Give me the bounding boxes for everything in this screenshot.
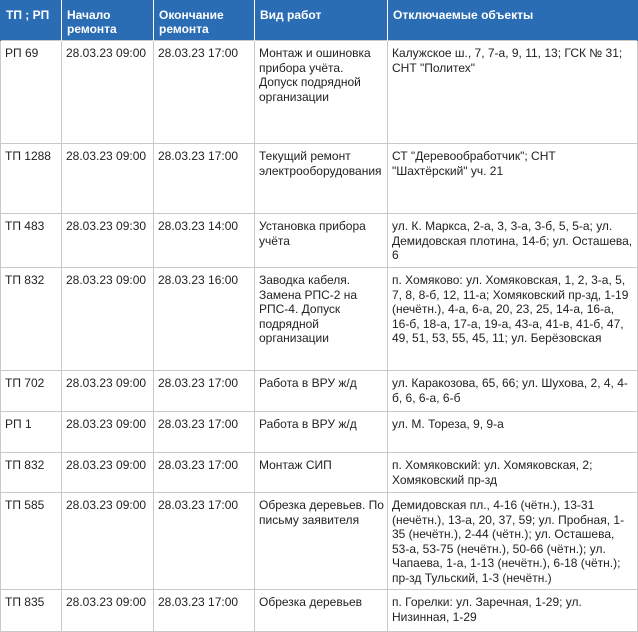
cell-start: 28.03.23 09:00 [62, 412, 154, 453]
cell-start: 28.03.23 09:00 [62, 590, 154, 632]
cell-tp: ТП 1288 [1, 144, 62, 214]
cell-end: 28.03.23 16:00 [154, 268, 255, 371]
cell-work: Монтаж и ошиновка прибора учёта. Допуск подрядной организации [255, 41, 388, 144]
cell-tp: РП 69 [1, 41, 62, 144]
header-tp: ТП ; РП [1, 0, 62, 41]
table-row [1, 412, 638, 453]
cell-tp: ТП 835 [1, 590, 62, 632]
cell-objects: п. Хомяково: ул. Хомяковская, 1, 2, 3-а, 5, 7, 8, 8-б, 12, 11-а; Хомяковский пр-зд, 1-19 (нечётн.), 4-а, 6-а, 20, 23, 25, 14-а, 16-а, 16-б, 18-а, 17-а, 19-а, 43-а, 41-в, 41-б, 47, 49, 51, 53, 55, 45, 11; ул. Берёзовская [388, 268, 638, 371]
cell-start: 28.03.23 09:30 [62, 214, 154, 268]
cell-tp: ТП 483 [1, 214, 62, 268]
table-row [1, 214, 638, 268]
table-header [1, 0, 638, 41]
cell-end: 28.03.23 17:00 [154, 371, 255, 412]
cell-work: Работа в ВРУ ж/д [255, 412, 388, 453]
table-row [1, 371, 638, 412]
header-row [1, 0, 638, 41]
cell-objects: п. Хомяковский: ул. Хомяковская, 2; Хомяковский пр-зд [388, 453, 638, 493]
cell-work: Текущий ремонт электрооборудования [255, 144, 388, 214]
cell-end: 28.03.23 17:00 [154, 412, 255, 453]
table-row [1, 268, 638, 371]
cell-end: 28.03.23 17:00 [154, 590, 255, 632]
table-row [1, 590, 638, 632]
header-start: Начало ремонта [62, 0, 154, 41]
cell-work: Обрезка деревьев. По письму заявителя [255, 493, 388, 590]
cell-objects: Демидовская пл., 4-16 (чётн.), 13-31 (нечётн.), 13-а, 20, 37, 59; ул. Пробная, 1-35 (нечётн.), 2-44 (чётн.); ул. Осташева, 53-а, 53-75 (нечётн.), 50-66 (чётн.); ул. Чапаева, 1-а, 1-13 (нечётн.), 6-18 (чётн.); пр-зд Тульский, 1-3 (нечётн.) [388, 493, 638, 590]
header-end: Окончание ремонта [154, 0, 255, 41]
cell-objects: Калужское ш., 7, 7-а, 9, 11, 13; ГСК № 31; СНТ "Политех" [388, 41, 638, 144]
cell-objects: СТ "Деревообработчик"; СНТ "Шахтёрский" уч. 21 [388, 144, 638, 214]
cell-end: 28.03.23 17:00 [154, 453, 255, 493]
cell-work: Установка прибора учёта [255, 214, 388, 268]
cell-objects: ул. М. Тореза, 9, 9-а [388, 412, 638, 453]
cell-end: 28.03.23 17:00 [154, 41, 255, 144]
cell-tp: ТП 702 [1, 371, 62, 412]
cell-tp: ТП 585 [1, 493, 62, 590]
cell-end: 28.03.23 17:00 [154, 493, 255, 590]
cell-objects: п. Горелки: ул. Заречная, 1-29; ул. Низинная, 1-29 [388, 590, 638, 632]
cell-work: Обрезка деревьев [255, 590, 388, 632]
header-objects: Отключаемые объекты [388, 0, 638, 41]
cell-tp: РП 1 [1, 412, 62, 453]
cell-start: 28.03.23 09:00 [62, 41, 154, 144]
cell-work: Работа в ВРУ ж/д [255, 371, 388, 412]
cell-tp: ТП 832 [1, 453, 62, 493]
table-row [1, 453, 638, 493]
cell-work: Монтаж СИП [255, 453, 388, 493]
cell-start: 28.03.23 09:00 [62, 144, 154, 214]
cell-work: Заводка кабеля. Замена РПС-2 на РПС-4. Допуск подрядной организации [255, 268, 388, 371]
cell-objects: ул. Каракозова, 65, 66; ул. Шухова, 2, 4, 4-б, 6, 6-а, 6-б [388, 371, 638, 412]
cell-objects: ул. К. Маркса, 2-а, 3, 3-а, 3-б, 5, 5-а; ул. Демидовская плотина, 14-б; ул. Осташева, 6 [388, 214, 638, 268]
cell-start: 28.03.23 09:00 [62, 493, 154, 590]
cell-tp: ТП 832 [1, 268, 62, 371]
cell-end: 28.03.23 17:00 [154, 144, 255, 214]
cell-start: 28.03.23 09:00 [62, 371, 154, 412]
table-row [1, 493, 638, 590]
cell-start: 28.03.23 09:00 [62, 453, 154, 493]
table-row [1, 144, 638, 214]
header-work: Вид работ [255, 0, 388, 41]
cell-start: 28.03.23 09:00 [62, 268, 154, 371]
cell-end: 28.03.23 14:00 [154, 214, 255, 268]
table-body [1, 41, 638, 632]
table-row [1, 41, 638, 144]
